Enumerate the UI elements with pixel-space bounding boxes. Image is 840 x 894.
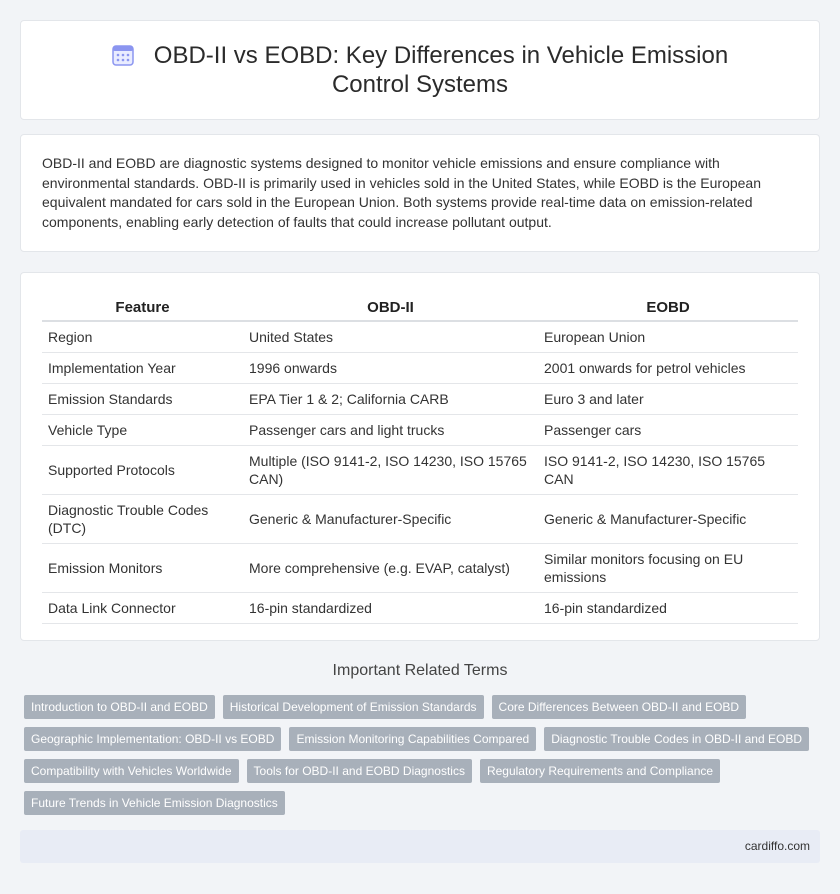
eobd-cell: Similar monitors focusing on EU emissions <box>538 543 798 592</box>
table-header-row <box>42 295 798 321</box>
eobd-cell: 2001 onwards for petrol vehicles <box>538 352 798 383</box>
obd2-cell: More comprehensive (e.g. EVAP, catalyst) <box>243 543 538 592</box>
header-eobd: EOBD <box>538 295 798 321</box>
table-row <box>42 414 798 445</box>
obd2-cell: Multiple (ISO 9141-2, ISO 14230, ISO 15765 CAN) <box>243 445 538 494</box>
related-terms-tags <box>24 695 814 815</box>
tag-link[interactable]: Compatibility with Vehicles Worldwide <box>24 759 239 783</box>
eobd-cell: Euro 3 and later <box>538 383 798 414</box>
tag-link[interactable]: Geographic Implementation: OBD-II vs EOBD <box>24 727 281 751</box>
related-terms-heading: Important Related Terms <box>332 662 508 679</box>
eobd-cell: 16-pin standardized <box>538 592 798 623</box>
eobd-cell: Passenger cars <box>538 414 798 445</box>
calendar-icon <box>112 44 134 66</box>
table-row <box>42 592 798 623</box>
page-title: OBD-II vs EOBD: Key Differences in Vehicle Emission Control Systems <box>153 42 729 98</box>
table-row <box>42 445 798 494</box>
feature-cell: Data Link Connector <box>42 592 243 623</box>
tag-link[interactable]: Future Trends in Vehicle Emission Diagnostics <box>24 791 285 815</box>
comparison-table <box>42 295 798 624</box>
eobd-cell: Generic & Manufacturer-Specific <box>538 494 798 543</box>
intro-card <box>20 134 820 252</box>
tag-link[interactable]: Diagnostic Trouble Codes in OBD-II and EOBD <box>544 727 809 751</box>
footer-site-link[interactable]: cardiffo.com <box>744 839 810 853</box>
intro-paragraph: OBD-II and EOBD are diagnostic systems designed to monitor vehicle emissions and ensure compliance with environmental standards. OBD-II is primarily used in vehicles sold in the United States, while EOBD is the European equivalent mandated for cars sold in the European Union. Both systems provide real-time data on emission-related components, enabling early detection of faults that could increase pollutant output. <box>42 155 762 230</box>
obd2-cell: United States <box>243 321 538 352</box>
tag-link[interactable]: Historical Development of Emission Standards <box>223 695 484 719</box>
feature-cell: Emission Standards <box>42 383 243 414</box>
tag-link[interactable]: Regulatory Requirements and Compliance <box>480 759 720 783</box>
tag-link[interactable]: Core Differences Between OBD-II and EOBD <box>492 695 747 719</box>
table-row <box>42 383 798 414</box>
feature-cell: Implementation Year <box>42 352 243 383</box>
feature-cell: Region <box>42 321 243 352</box>
footer <box>20 830 820 863</box>
feature-cell: Vehicle Type <box>42 414 243 445</box>
tag-link[interactable]: Introduction to OBD-II and EOBD <box>24 695 215 719</box>
obd2-cell: Generic & Manufacturer-Specific <box>243 494 538 543</box>
feature-cell: Emission Monitors <box>42 543 243 592</box>
feature-cell: Diagnostic Trouble Codes (DTC) <box>42 494 243 543</box>
header-feature: Feature <box>42 295 243 321</box>
obd2-cell: EPA Tier 1 & 2; California CARB <box>243 383 538 414</box>
tag-link[interactable]: Tools for OBD-II and EOBD Diagnostics <box>247 759 472 783</box>
obd2-cell: 1996 onwards <box>243 352 538 383</box>
table-row <box>42 321 798 352</box>
eobd-cell: European Union <box>538 321 798 352</box>
header-card <box>20 20 820 120</box>
table-row <box>42 352 798 383</box>
obd2-cell: 16-pin standardized <box>243 592 538 623</box>
table-row <box>42 494 798 543</box>
eobd-cell: ISO 9141-2, ISO 14230, ISO 15765 CAN <box>538 445 798 494</box>
header-obd2: OBD-II <box>243 295 538 321</box>
tag-link[interactable]: Emission Monitoring Capabilities Compared <box>289 727 536 751</box>
comparison-table-card <box>20 272 820 641</box>
table-row <box>42 543 798 592</box>
page-title-wrap <box>21 41 819 99</box>
feature-cell: Supported Protocols <box>42 445 243 494</box>
obd2-cell: Passenger cars and light trucks <box>243 414 538 445</box>
